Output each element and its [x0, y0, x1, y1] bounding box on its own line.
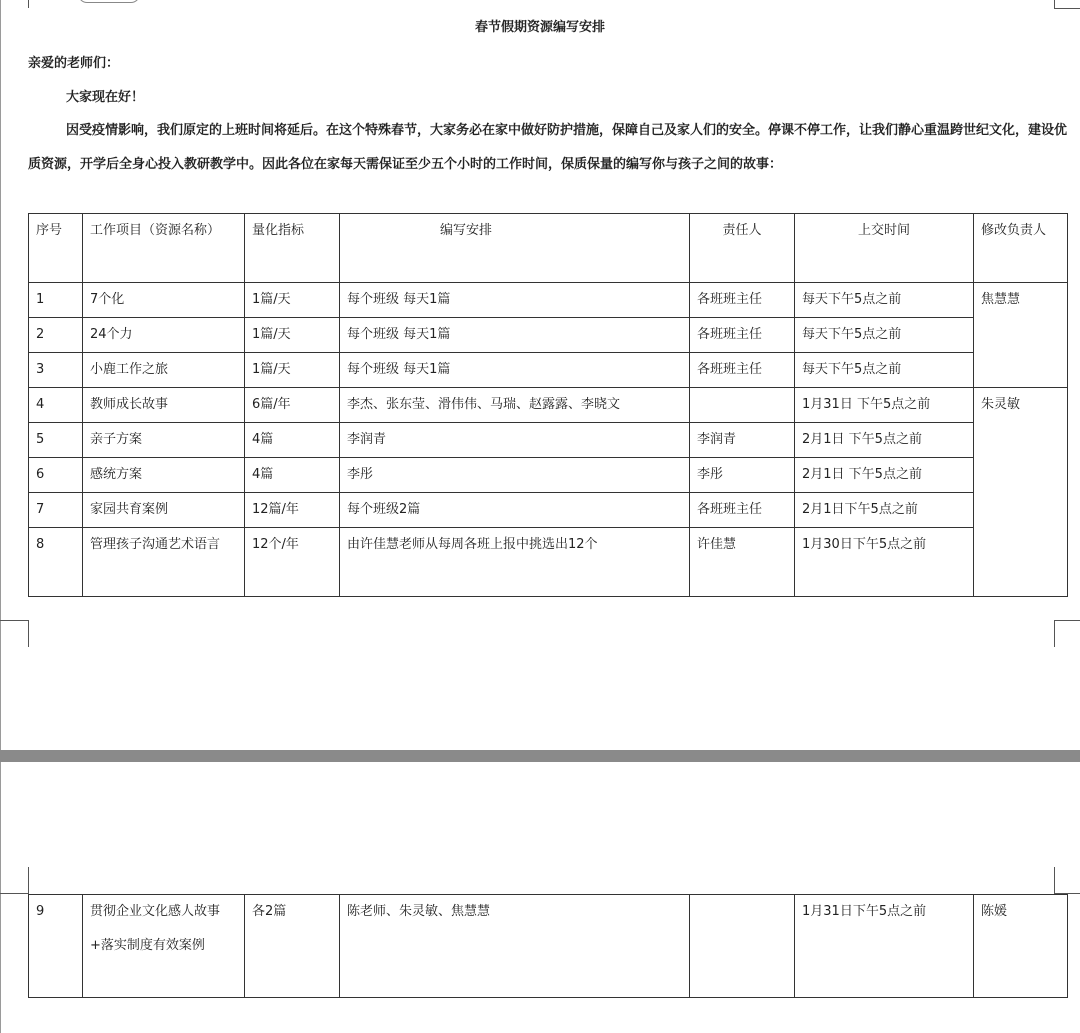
cell-owner: 各班班主任: [690, 493, 795, 528]
cell-index: 5: [29, 423, 83, 458]
cell-owner: 各班班主任: [690, 353, 795, 388]
cell-index: 3: [29, 353, 83, 388]
cell-project: 管理孩子沟通艺术语言: [83, 528, 245, 597]
header-arrangement: 编写安排: [340, 214, 690, 283]
cell-deadline: 每天下午5点之前: [795, 318, 974, 353]
cell-index: 2: [29, 318, 83, 353]
cell-deadline: 1月31日下午5点之前: [795, 895, 974, 998]
table-row: [29, 423, 1068, 458]
cell-index: 9: [29, 895, 83, 998]
cell-deadline: 每天下午5点之前: [795, 353, 974, 388]
cell-deadline: 1月30日下午5点之前: [795, 528, 974, 597]
cell-metric: 1篇/天: [245, 353, 340, 388]
table-header-row: [29, 214, 1068, 283]
table-row: [29, 353, 1068, 388]
cell-deadline: 2月1日 下午5点之前: [795, 423, 974, 458]
cell-metric: 12个/年: [245, 528, 340, 597]
hello-line: 大家现在好！: [66, 90, 145, 105]
header-owner: 责任人: [690, 214, 795, 283]
crop-mark-bottom-left: [0, 620, 29, 647]
cell-deadline: 1月31日 下午5点之前: [795, 388, 974, 423]
crop-mark-top-right: [1054, 0, 1080, 9]
cell-owner: [690, 388, 795, 423]
cell-index: 7: [29, 493, 83, 528]
schedule-table-continued: [28, 894, 1068, 998]
table-row: [29, 318, 1068, 353]
cell-arrangement: 陈老师、朱灵敏、焦慧慧: [340, 895, 690, 998]
cell-owner: 李润青: [690, 423, 795, 458]
cell-project: 亲子方案: [83, 423, 245, 458]
schedule-table: [28, 213, 1068, 597]
cell-arrangement: 每个班级 每天1篇: [340, 318, 690, 353]
cell-metric: 各2篇: [245, 895, 340, 998]
cell-project: 7个化: [83, 283, 245, 318]
cell-owner: 各班班主任: [690, 283, 795, 318]
cell-deadline: 2月1日 下午5点之前: [795, 458, 974, 493]
cell-reviewer: 焦慧慧: [974, 283, 1068, 388]
body-paragraph: 因受疫情影响，我们原定的上班时间将延后。在这个特殊春节，大家务必在家中做好防护措施，保障自己及家人们的安全。停课不停工作，让我们静心重温跨世纪文化，建设优质资源，开学后全身心投入教研教学中。因此各位在家每天需保证至少五个小时的工作时间，保质保量的编写你与孩子之间的故事：: [28, 123, 1068, 172]
cell-project: 24个力: [83, 318, 245, 353]
crop-mark-top-right: [1054, 867, 1080, 894]
cell-project: 感统方案: [83, 458, 245, 493]
cell-arrangement: 李彤: [340, 458, 690, 493]
cell-project: 教师成长故事: [83, 388, 245, 423]
header-project: 工作项目（资源名称）: [83, 214, 245, 283]
document-title: 春节假期资源编写安排: [474, 20, 605, 35]
cell-reviewer: 陈媛: [974, 895, 1068, 998]
document-page-2: [0, 762, 1080, 1033]
crop-mark-bottom-right: [1054, 620, 1080, 647]
cell-metric: 1篇/天: [245, 318, 340, 353]
header-index: 序号: [29, 214, 83, 283]
cell-index: 4: [29, 388, 83, 423]
cell-index: 6: [29, 458, 83, 493]
table-row: [29, 458, 1068, 493]
cell-metric: 4篇: [245, 423, 340, 458]
table-row: [29, 528, 1068, 597]
crop-mark-top-left: [0, 0, 29, 8]
cell-project: 贯彻企业文化感人故事+落实制度有效案例: [83, 895, 245, 998]
crop-mark-top-left: [0, 867, 29, 894]
cell-arrangement: 由许佳慧老师从每周各班上报中挑选出12个: [340, 528, 690, 597]
table-row: [29, 895, 1068, 998]
cell-arrangement: 李润青: [340, 423, 690, 458]
cell-metric: 1篇/天: [245, 283, 340, 318]
cell-owner: 许佳慧: [690, 528, 795, 597]
table-row: [29, 493, 1068, 528]
cell-project: 小鹿工作之旅: [83, 353, 245, 388]
cell-deadline: 每天下午5点之前: [795, 283, 974, 318]
greeting: 亲爱的老师们：: [28, 56, 120, 71]
page-gap: [0, 750, 1080, 762]
cell-metric: 6篇/年: [245, 388, 340, 423]
cell-arrangement: 每个班级 每天1篇: [340, 283, 690, 318]
cell-arrangement: 每个班级2篇: [340, 493, 690, 528]
cell-project: 家园共育案例: [83, 493, 245, 528]
cell-metric: 4篇: [245, 458, 340, 493]
table-row: [29, 388, 1068, 423]
cell-owner: 李彤: [690, 458, 795, 493]
header-metric: 量化指标: [245, 214, 340, 283]
cell-owner: [690, 895, 795, 998]
cell-arrangement: 李杰、张东莹、滑伟伟、马瑞、赵露露、李晓文: [340, 388, 690, 423]
cell-index: 8: [29, 528, 83, 597]
header-reviewer: 修改负责人: [974, 214, 1068, 283]
cell-reviewer: 朱灵敏: [974, 388, 1068, 597]
cell-owner: 各班班主任: [690, 318, 795, 353]
table-row: [29, 283, 1068, 318]
cell-arrangement: 每个班级 每天1篇: [340, 353, 690, 388]
header-deadline: 上交时间: [795, 214, 974, 283]
cell-metric: 12篇/年: [245, 493, 340, 528]
cell-index: 1: [29, 283, 83, 318]
header-tab-shape: [78, 0, 140, 3]
cell-deadline: 2月1日下午5点之前: [795, 493, 974, 528]
